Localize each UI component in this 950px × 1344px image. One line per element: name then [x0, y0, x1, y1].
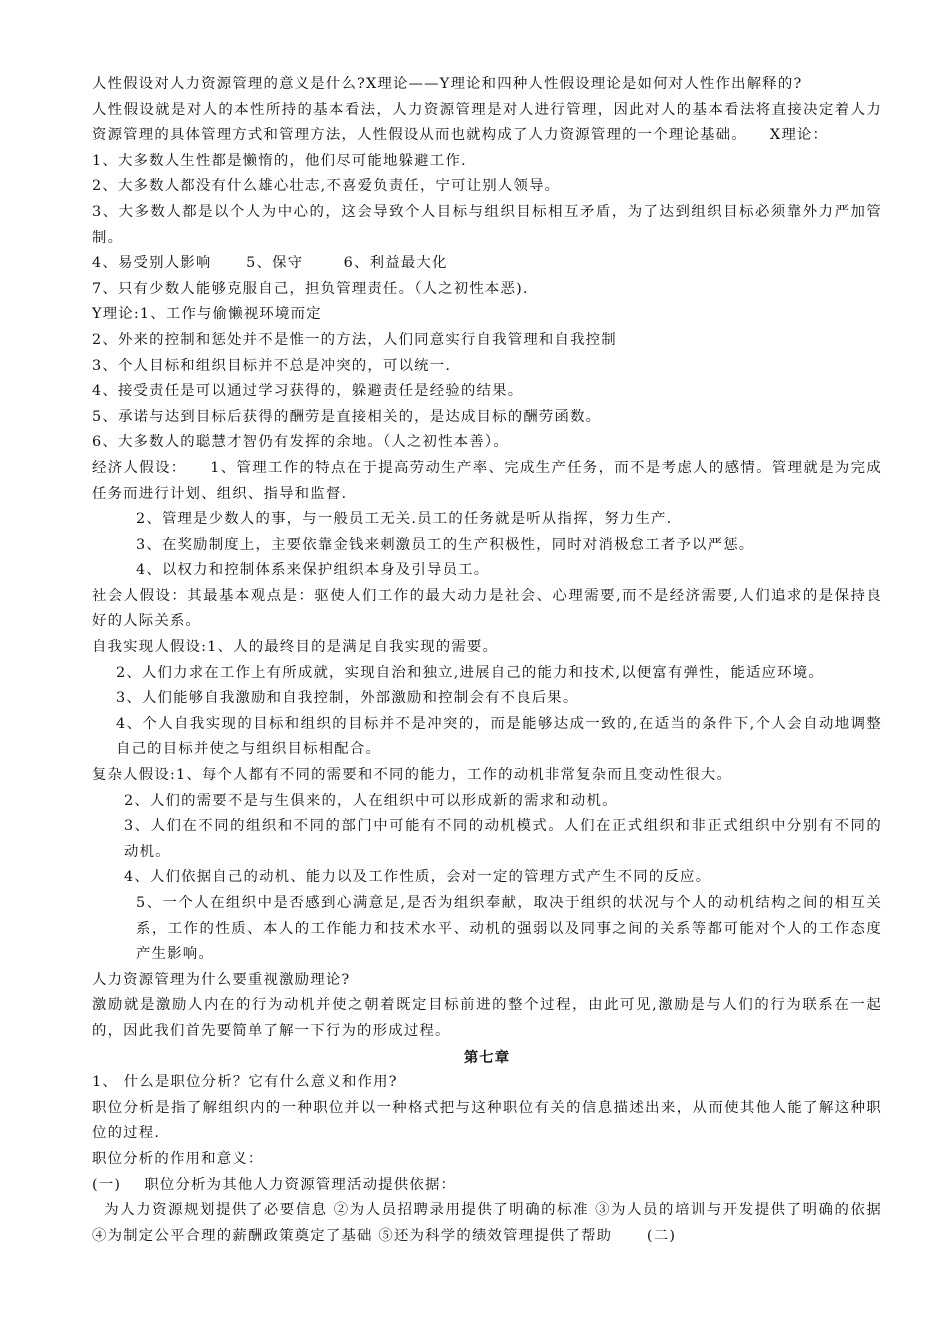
text-paragraph: 4、以权力和控制体系来保护组织本身及引导员工。 — [136, 562, 490, 579]
text-paragraph: 经济人假设： 1、管理工作的特点在于提高劳动生产率、完成生产任务，而不是考虑人的感情。管理就是为完成任务而进行计划、组织、指导和监督. — [92, 459, 882, 502]
text-paragraph: 4、人们依据自己的动机、能力以及工作性质，会对一定的管理方式产生不同的反应。 — [124, 869, 712, 886]
text-paragraph: 激励就是激励人内在的行为动机并使之朝着既定目标前进的整个过程，由此可见,激励是与人们的行为联系在一起的，因此我们首先要简单了解一下行为的形成过程。 — [92, 997, 882, 1039]
text-paragraph: 人性假设就是对人的本性所持的基本看法，人力资源管理是对人进行管理，因此对人的基本看法将直接决定着人力资源管理的具体管理方式和管理方法，人性假设从而也就构成了人力资源管理的一个理论基础。 X理论： — [92, 101, 882, 144]
text-paragraph: 3、大多数人都是以个人为中心的，这会导致个人目标与组织目标相互矛盾，为了达到组织目标必须靠外力严加管制。 — [92, 203, 882, 246]
text-paragraph: 3、人们在不同的组织和不同的部门中可能有不同的动机模式。人们在正式组织和非正式组织中分别有不同的动机。 — [124, 818, 882, 860]
text-paragraph: 为人力资源规划提供了必要信息 ②为人员招聘录用提供了明确的标准 ③为人员的培训与开发提供了明确的依据 ④为制定公平合理的薪酬政策奠定了基础 ⑤还为科学的绩效管理提供了帮助 (二) — [92, 1202, 888, 1244]
chapter-heading: 第七章 — [463, 1048, 511, 1066]
text-paragraph: 3、人们能够自我激励和自我控制，外部激励和控制会有不良后果。 — [116, 690, 579, 707]
text-paragraph: 4、个人自我实现的目标和组织的目标并不是冲突的，而是能够达成一致的,在适当的条件下,个人会自动地调整自己的目标并使之与组织目标相配合。 — [116, 715, 882, 758]
text-paragraph: 5、承诺与达到目标后获得的酬劳是直接相关的，是达成目标的酬劳函数。 — [92, 408, 602, 425]
text-paragraph: 2、外来的控制和惩处并不是惟一的方法，人们同意实行自我管理和自我控制 — [92, 331, 617, 348]
text-paragraph: 4、易受别人影响 5、保守 6、利益最大化 — [92, 255, 448, 272]
text-paragraph: 职位分析的作用和意义： — [92, 1150, 264, 1167]
text-paragraph: 7、只有少数人能够克服自己，担负管理责任。（人之初性本恶). — [92, 280, 529, 297]
text-paragraph: 自我实现人假设:1、人的最终目的是满足自我实现的需要。 — [92, 639, 499, 656]
text-paragraph: 2、人们力求在工作上有所成就，实现自治和独立,进展自己的能力和技术,以便富有弹性，能适应环境。 — [116, 664, 824, 681]
document-body — [92, 72, 888, 1249]
text-paragraph: Y理论:1、工作与偷懒视环境而定 — [92, 306, 322, 323]
text-paragraph: 3、个人目标和组织目标并不总是冲突的，可以统一. — [92, 357, 452, 374]
text-paragraph: 人性假设对人力资源管理的意义是什么?X理论——Y理论和四种人性假设理论是如何对人性作出解释的? — [92, 76, 803, 92]
text-paragraph: 社会人假设：其最基本观点是：驱使人们工作的最大动力是社会、心理需要,而不是经济需要,人们追求的是保持良好的人际关系。 — [92, 587, 882, 630]
text-paragraph: 5、一个人在组织中是否感到心满意足,是否为组织奉献，取决于组织的状况与个人的动机结构之间的相互关系，工作的性质、本人的工作能力和技术水平、动机的强弱以及同事之间的关系等都可能对个人的工作态度产生影响。 — [136, 895, 882, 963]
text-paragraph: 人力资源管理为什么要重视激励理论? — [92, 971, 351, 988]
text-paragraph: 3、在奖励制度上，主要依靠金钱来刺激员工的生产积极性，同时对消极怠工者予以严惩。 — [136, 536, 755, 553]
text-paragraph: 6、大多数人的聪慧才智仍有发挥的余地。（人之初性本善）。 — [92, 434, 509, 451]
text-paragraph: 2、管理是少数人的事，与一般员工无关.员工的任务就是听从指挥，努力生产. — [136, 511, 673, 528]
text-block-job-analysis — [92, 1070, 888, 1249]
text-paragraph: 职位分析是指了解组织内的一种职位并以一种格式把与这种职位有关的信息描述出来，从而使其他人能了解这种职位的过程. — [92, 1099, 882, 1142]
text-paragraph: 4、接受责任是可以通过学习获得的，躲避责任是经验的结果。 — [92, 383, 524, 400]
text-paragraph: 2、大多数人都没有什么雄心壮志,不喜爱负责任，宁可让别人领导。 — [92, 178, 561, 195]
text-paragraph: 2、人们的需要不是与生俱来的，人在组织中可以形成新的需求和动机。 — [124, 792, 618, 809]
text-paragraph: 1、 什么是职位分析？它有什么意义和作用? — [92, 1074, 398, 1091]
text-paragraph: 复杂人假设:1、每个人都有不同的需要和不同的能力，工作的动机非常复杂而且变动性很大。 — [92, 767, 733, 784]
text-paragraph: (一) 职位分析为其他人力资源管理活动提供依据： — [92, 1176, 457, 1193]
text-paragraph: 1、大多数人生性都是懒惰的，他们尽可能地躲避工作. — [92, 152, 467, 169]
text-block-hr-hypotheses — [92, 72, 882, 1045]
